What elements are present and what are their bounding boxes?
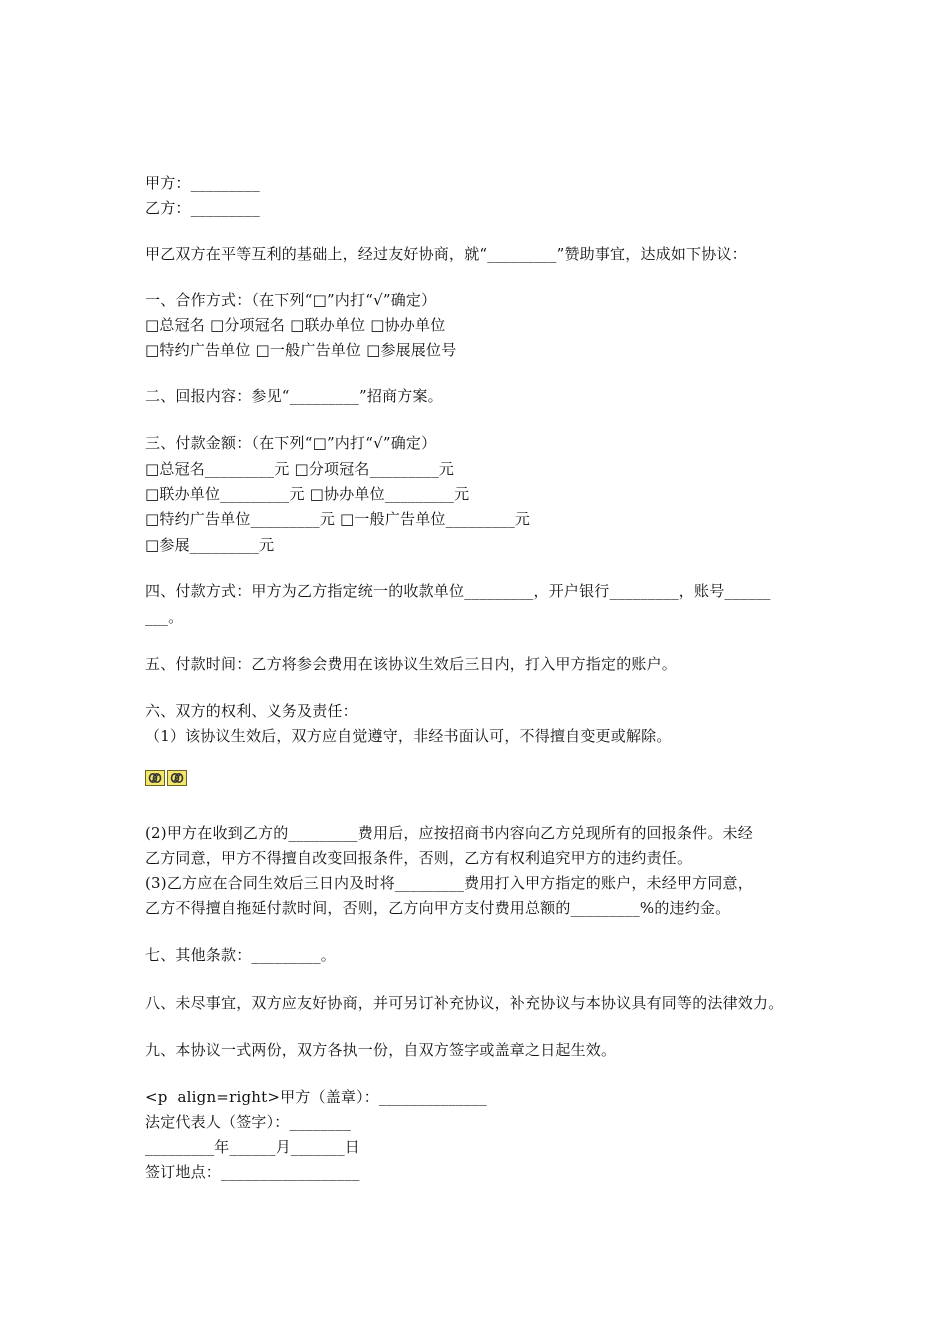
section-1-options-row-1: □总冠名 □分项冠名 □联办单位 □协办单位 [145,316,446,334]
link-icon[interactable] [145,770,165,786]
party-a-line: 甲方：_________ [145,174,260,192]
section-8-paragraph: 八、未尽事宜，双方应友好协商，并可另订补充协议，补充协议与本协议具有同等的法律效力。 [145,994,784,1012]
inline-icons [145,770,191,788]
signature-place: 签订地点：__________________ [145,1163,360,1181]
section-2-paragraph: 二、回报内容：参见“_________”招商方案。 [145,387,443,405]
section-6-item-1: （1）该协议生效后，双方应自觉遵守，非经书面认可，不得擅自变更或解除。 [145,727,672,745]
section-4-line-2: ___。 [145,608,184,626]
intro-paragraph: 甲乙双方在平等互利的基础上，经过友好协商，就“_________”赞助事宜，达成如下协议： [145,245,747,263]
section-5-paragraph: 五、付款时间：乙方将参会费用在该协议生效后三日内，打入甲方指定的账户。 [145,655,678,673]
link-icon[interactable] [167,770,187,786]
section-7-paragraph: 七、其他条款：_________。 [145,946,336,964]
section-4-line-1: 四、付款方式：甲方为乙方指定统一的收款单位_________，开户银行_________，账号______ [145,582,771,600]
section-6-item-2-line-2: 乙方同意，甲方不得擅自改变回报条件，否则，乙方有权利追究甲方的违约责任。 [145,849,693,867]
section-9-paragraph: 九、本协议一式两份，双方各执一份，自双方签字或盖章之日起生效。 [145,1041,617,1059]
section-6-title: 六、双方的权利、义务及责任： [145,702,358,720]
signature-date: _________年______月_______日 [145,1138,361,1156]
section-3-row-2: □联办单位_________元 □协办单位_________元 [145,485,470,503]
section-3-row-4: □参展_________元 [145,536,275,554]
section-6-item-2-line-1: (2)甲方在收到乙方的_________费用后，应按招商书内容向乙方兑现所有的回报条件。未经 [145,824,753,842]
section-1-options-row-2: □特约广告单位 □一般广告单位 □参展展位号 [145,341,457,359]
section-3-row-3: □特约广告单位_________元 □一般广告单位_________元 [145,510,531,528]
party-b-line: 乙方：_________ [145,199,260,217]
section-3-title: 三、付款金额：（在下列“□”内打“√”确定） [145,434,437,452]
section-6-item-3-line-2: 乙方不得擅自拖延付款时间，否则，乙方向甲方支付费用总额的_________%的违约金。 [145,899,731,917]
signature-party-a: <p align=right>甲方（盖章）：______________ [145,1088,487,1106]
section-6-item-3-line-1: (3)乙方应在合同生效后三日内及时将_________费用打入甲方指定的账户，未经甲方同意， [145,874,753,892]
section-1-title: 一、合作方式：（在下列“□”内打“√”确定） [145,291,437,309]
section-3-row-1: □总冠名_________元 □分项冠名_________元 [145,460,455,478]
signature-representative: 法定代表人（签字）：________ [145,1113,352,1131]
